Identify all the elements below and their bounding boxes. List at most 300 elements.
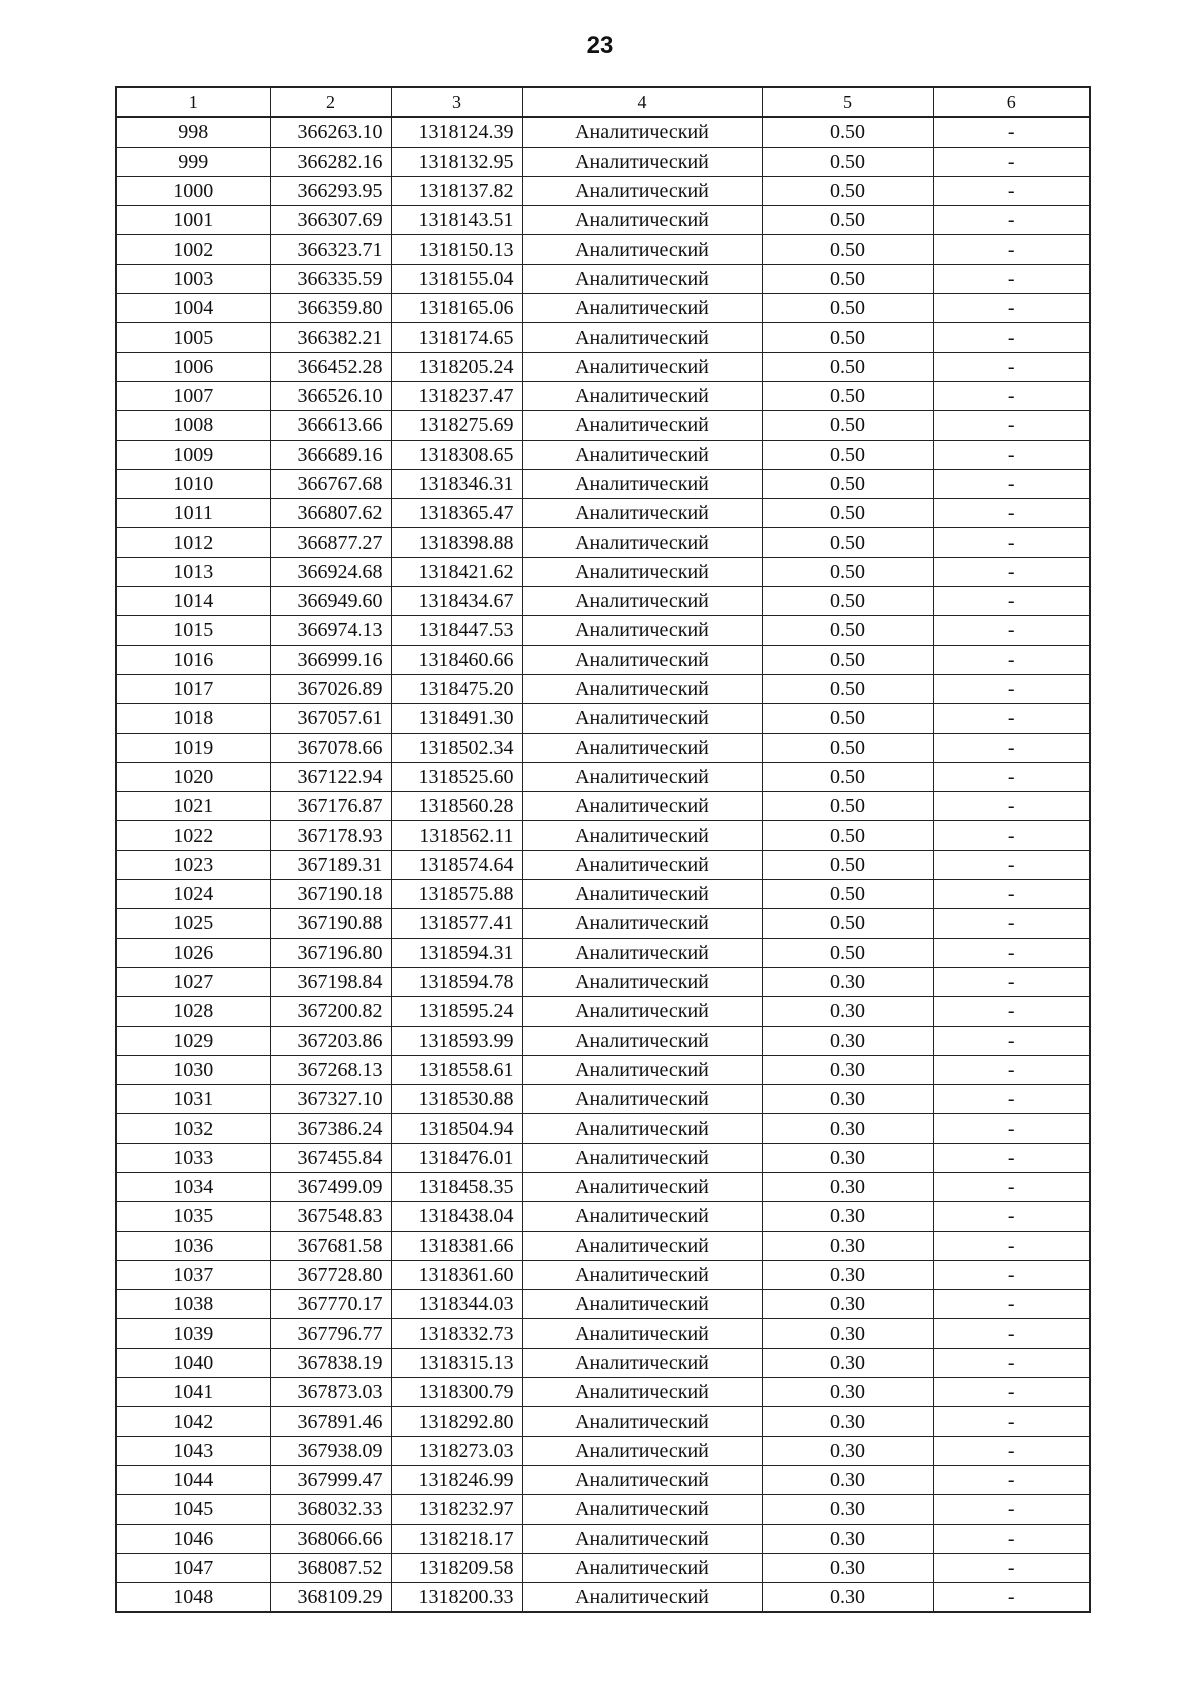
x-coordinate-cell: 366526.10	[270, 381, 391, 410]
x-coordinate-cell: 366307.69	[270, 206, 391, 235]
note-cell: -	[933, 1172, 1090, 1201]
table-row	[116, 117, 1090, 147]
table-row	[116, 1348, 1090, 1377]
x-coordinate-cell: 366452.28	[270, 352, 391, 381]
note-cell: -	[933, 1378, 1090, 1407]
method-cell: Аналитический	[522, 762, 762, 791]
y-coordinate-cell: 1318460.66	[391, 645, 522, 674]
table-row	[116, 1202, 1090, 1231]
note-cell: -	[933, 206, 1090, 235]
note-cell: -	[933, 1524, 1090, 1553]
note-cell: -	[933, 352, 1090, 381]
method-cell: Аналитический	[522, 1348, 762, 1377]
x-coordinate-cell: 367770.17	[270, 1290, 391, 1319]
method-cell: Аналитический	[522, 1495, 762, 1524]
method-cell: Аналитический	[522, 294, 762, 323]
column-header: 3	[391, 87, 522, 117]
table-header-row	[116, 87, 1090, 117]
table-row	[116, 1085, 1090, 1114]
point-number-cell: 1004	[116, 294, 270, 323]
point-number-cell: 1032	[116, 1114, 270, 1143]
note-cell: -	[933, 1583, 1090, 1613]
point-number-cell: 1016	[116, 645, 270, 674]
x-coordinate-cell: 366282.16	[270, 147, 391, 176]
column-header: 1	[116, 87, 270, 117]
note-cell: -	[933, 792, 1090, 821]
table-row	[116, 499, 1090, 528]
accuracy-cell: 0.50	[762, 938, 933, 967]
x-coordinate-cell: 366382.21	[270, 323, 391, 352]
note-cell: -	[933, 1260, 1090, 1289]
y-coordinate-cell: 1318273.03	[391, 1436, 522, 1465]
method-cell: Аналитический	[522, 1085, 762, 1114]
table-row	[116, 1260, 1090, 1289]
accuracy-cell: 0.30	[762, 1319, 933, 1348]
table-row	[116, 1378, 1090, 1407]
note-cell: -	[933, 733, 1090, 762]
note-cell: -	[933, 264, 1090, 293]
accuracy-cell: 0.30	[762, 1260, 933, 1289]
method-cell: Аналитический	[522, 1553, 762, 1582]
method-cell: Аналитический	[522, 1231, 762, 1260]
accuracy-cell: 0.50	[762, 235, 933, 264]
accuracy-cell: 0.50	[762, 117, 933, 147]
table-row	[116, 206, 1090, 235]
note-cell: -	[933, 645, 1090, 674]
accuracy-cell: 0.30	[762, 1378, 933, 1407]
y-coordinate-cell: 1318491.30	[391, 704, 522, 733]
x-coordinate-cell: 367386.24	[270, 1114, 391, 1143]
point-number-cell: 1017	[116, 674, 270, 703]
table-row	[116, 880, 1090, 909]
x-coordinate-cell: 367327.10	[270, 1085, 391, 1114]
point-number-cell: 1023	[116, 850, 270, 879]
method-cell: Аналитический	[522, 176, 762, 205]
table-row	[116, 440, 1090, 469]
point-number-cell: 1021	[116, 792, 270, 821]
x-coordinate-cell: 366689.16	[270, 440, 391, 469]
accuracy-cell: 0.50	[762, 147, 933, 176]
point-number-cell: 1043	[116, 1436, 270, 1465]
x-coordinate-cell: 366974.13	[270, 616, 391, 645]
point-number-cell: 1025	[116, 909, 270, 938]
y-coordinate-cell: 1318150.13	[391, 235, 522, 264]
y-coordinate-cell: 1318315.13	[391, 1348, 522, 1377]
table-row	[116, 1231, 1090, 1260]
note-cell: -	[933, 1436, 1090, 1465]
table-row	[116, 587, 1090, 616]
y-coordinate-cell: 1318438.04	[391, 1202, 522, 1231]
x-coordinate-cell: 367873.03	[270, 1378, 391, 1407]
y-coordinate-cell: 1318476.01	[391, 1143, 522, 1172]
table-row	[116, 1465, 1090, 1494]
table-row	[116, 1583, 1090, 1613]
method-cell: Аналитический	[522, 850, 762, 879]
x-coordinate-cell: 367728.80	[270, 1260, 391, 1289]
x-coordinate-cell: 367057.61	[270, 704, 391, 733]
table-row	[116, 645, 1090, 674]
method-cell: Аналитический	[522, 674, 762, 703]
table-row	[116, 264, 1090, 293]
y-coordinate-cell: 1318209.58	[391, 1553, 522, 1582]
method-cell: Аналитический	[522, 1172, 762, 1201]
y-coordinate-cell: 1318562.11	[391, 821, 522, 850]
method-cell: Аналитический	[522, 1436, 762, 1465]
y-coordinate-cell: 1318530.88	[391, 1085, 522, 1114]
accuracy-cell: 0.50	[762, 616, 933, 645]
point-number-cell: 1035	[116, 1202, 270, 1231]
y-coordinate-cell: 1318525.60	[391, 762, 522, 791]
method-cell: Аналитический	[522, 499, 762, 528]
accuracy-cell: 0.30	[762, 1436, 933, 1465]
x-coordinate-cell: 368032.33	[270, 1495, 391, 1524]
point-number-cell: 1007	[116, 381, 270, 410]
point-number-cell: 1026	[116, 938, 270, 967]
method-cell: Аналитический	[522, 1583, 762, 1613]
coordinates-table	[115, 86, 1091, 1613]
note-cell: -	[933, 880, 1090, 909]
column-header: 2	[270, 87, 391, 117]
method-cell: Аналитический	[522, 235, 762, 264]
accuracy-cell: 0.50	[762, 469, 933, 498]
point-number-cell: 1030	[116, 1055, 270, 1084]
y-coordinate-cell: 1318365.47	[391, 499, 522, 528]
y-coordinate-cell: 1318502.34	[391, 733, 522, 762]
note-cell: -	[933, 1085, 1090, 1114]
x-coordinate-cell: 366999.16	[270, 645, 391, 674]
table-row	[116, 1407, 1090, 1436]
accuracy-cell: 0.50	[762, 381, 933, 410]
x-coordinate-cell: 366263.10	[270, 117, 391, 147]
note-cell: -	[933, 117, 1090, 147]
accuracy-cell: 0.30	[762, 1202, 933, 1231]
accuracy-cell: 0.30	[762, 1172, 933, 1201]
point-number-cell: 1013	[116, 557, 270, 586]
accuracy-cell: 0.50	[762, 206, 933, 235]
note-cell: -	[933, 440, 1090, 469]
method-cell: Аналитический	[522, 117, 762, 147]
x-coordinate-cell: 366335.59	[270, 264, 391, 293]
y-coordinate-cell: 1318574.64	[391, 850, 522, 879]
x-coordinate-cell: 366323.71	[270, 235, 391, 264]
note-cell: -	[933, 528, 1090, 557]
note-cell: -	[933, 997, 1090, 1026]
x-coordinate-cell: 367455.84	[270, 1143, 391, 1172]
method-cell: Аналитический	[522, 587, 762, 616]
method-cell: Аналитический	[522, 880, 762, 909]
point-number-cell: 1048	[116, 1583, 270, 1613]
point-number-cell: 1045	[116, 1495, 270, 1524]
note-cell: -	[933, 1114, 1090, 1143]
table-row	[116, 674, 1090, 703]
method-cell: Аналитический	[522, 938, 762, 967]
method-cell: Аналитический	[522, 469, 762, 498]
y-coordinate-cell: 1318292.80	[391, 1407, 522, 1436]
x-coordinate-cell: 367078.66	[270, 733, 391, 762]
accuracy-cell: 0.30	[762, 997, 933, 1026]
note-cell: -	[933, 1143, 1090, 1172]
method-cell: Аналитический	[522, 967, 762, 996]
x-coordinate-cell: 367548.83	[270, 1202, 391, 1231]
method-cell: Аналитический	[522, 206, 762, 235]
table-row	[116, 821, 1090, 850]
accuracy-cell: 0.30	[762, 1114, 933, 1143]
point-number-cell: 1029	[116, 1026, 270, 1055]
table-row	[116, 1143, 1090, 1172]
table-row	[116, 528, 1090, 557]
note-cell: -	[933, 1465, 1090, 1494]
method-cell: Аналитический	[522, 411, 762, 440]
method-cell: Аналитический	[522, 792, 762, 821]
accuracy-cell: 0.30	[762, 1495, 933, 1524]
page-number: 23	[586, 32, 614, 59]
accuracy-cell: 0.30	[762, 1348, 933, 1377]
y-coordinate-cell: 1318200.33	[391, 1583, 522, 1613]
x-coordinate-cell: 366359.80	[270, 294, 391, 323]
y-coordinate-cell: 1318475.20	[391, 674, 522, 703]
accuracy-cell: 0.50	[762, 880, 933, 909]
method-cell: Аналитический	[522, 147, 762, 176]
note-cell: -	[933, 1055, 1090, 1084]
table-row	[116, 1114, 1090, 1143]
point-number-cell: 1015	[116, 616, 270, 645]
table-row	[116, 1553, 1090, 1582]
point-number-cell: 1042	[116, 1407, 270, 1436]
x-coordinate-cell: 367190.18	[270, 880, 391, 909]
y-coordinate-cell: 1318594.78	[391, 967, 522, 996]
table-row	[116, 352, 1090, 381]
x-coordinate-cell: 367178.93	[270, 821, 391, 850]
x-coordinate-cell: 366293.95	[270, 176, 391, 205]
column-header: 4	[522, 87, 762, 117]
note-cell: -	[933, 147, 1090, 176]
y-coordinate-cell: 1318205.24	[391, 352, 522, 381]
accuracy-cell: 0.30	[762, 1231, 933, 1260]
point-number-cell: 1000	[116, 176, 270, 205]
note-cell: -	[933, 1290, 1090, 1319]
note-cell: -	[933, 1348, 1090, 1377]
x-coordinate-cell: 367796.77	[270, 1319, 391, 1348]
y-coordinate-cell: 1318275.69	[391, 411, 522, 440]
point-number-cell: 1011	[116, 499, 270, 528]
accuracy-cell: 0.50	[762, 352, 933, 381]
accuracy-cell: 0.30	[762, 1407, 933, 1436]
table-row	[116, 1026, 1090, 1055]
x-coordinate-cell: 366767.68	[270, 469, 391, 498]
method-cell: Аналитический	[522, 381, 762, 410]
method-cell: Аналитический	[522, 645, 762, 674]
method-cell: Аналитический	[522, 528, 762, 557]
accuracy-cell: 0.50	[762, 674, 933, 703]
table-row	[116, 469, 1090, 498]
point-number-cell: 1018	[116, 704, 270, 733]
point-number-cell: 1010	[116, 469, 270, 498]
x-coordinate-cell: 367196.80	[270, 938, 391, 967]
x-coordinate-cell: 367938.09	[270, 1436, 391, 1465]
y-coordinate-cell: 1318300.79	[391, 1378, 522, 1407]
point-number-cell: 1041	[116, 1378, 270, 1407]
y-coordinate-cell: 1318124.39	[391, 117, 522, 147]
note-cell: -	[933, 1553, 1090, 1582]
table-body	[116, 117, 1090, 1612]
point-number-cell: 1002	[116, 235, 270, 264]
y-coordinate-cell: 1318232.97	[391, 1495, 522, 1524]
y-coordinate-cell: 1318447.53	[391, 616, 522, 645]
note-cell: -	[933, 821, 1090, 850]
x-coordinate-cell: 367891.46	[270, 1407, 391, 1436]
note-cell: -	[933, 499, 1090, 528]
accuracy-cell: 0.30	[762, 1085, 933, 1114]
method-cell: Аналитический	[522, 704, 762, 733]
method-cell: Аналитический	[522, 352, 762, 381]
method-cell: Аналитический	[522, 1524, 762, 1553]
method-cell: Аналитический	[522, 1319, 762, 1348]
method-cell: Аналитический	[522, 616, 762, 645]
point-number-cell: 1039	[116, 1319, 270, 1348]
method-cell: Аналитический	[522, 1202, 762, 1231]
y-coordinate-cell: 1318577.41	[391, 909, 522, 938]
method-cell: Аналитический	[522, 1143, 762, 1172]
note-cell: -	[933, 411, 1090, 440]
note-cell: -	[933, 704, 1090, 733]
x-coordinate-cell: 367203.86	[270, 1026, 391, 1055]
note-cell: -	[933, 1202, 1090, 1231]
method-cell: Аналитический	[522, 1260, 762, 1289]
table-row	[116, 909, 1090, 938]
table-row	[116, 938, 1090, 967]
accuracy-cell: 0.30	[762, 1524, 933, 1553]
method-cell: Аналитический	[522, 821, 762, 850]
y-coordinate-cell: 1318155.04	[391, 264, 522, 293]
x-coordinate-cell: 368066.66	[270, 1524, 391, 1553]
y-coordinate-cell: 1318361.60	[391, 1260, 522, 1289]
method-cell: Аналитический	[522, 1378, 762, 1407]
x-coordinate-cell: 367189.31	[270, 850, 391, 879]
point-number-cell: 1003	[116, 264, 270, 293]
method-cell: Аналитический	[522, 1055, 762, 1084]
point-number-cell: 1038	[116, 1290, 270, 1319]
table-row	[116, 1055, 1090, 1084]
note-cell: -	[933, 1231, 1090, 1260]
y-coordinate-cell: 1318174.65	[391, 323, 522, 352]
accuracy-cell: 0.50	[762, 792, 933, 821]
point-number-cell: 1014	[116, 587, 270, 616]
y-coordinate-cell: 1318421.62	[391, 557, 522, 586]
accuracy-cell: 0.50	[762, 704, 933, 733]
y-coordinate-cell: 1318560.28	[391, 792, 522, 821]
method-cell: Аналитический	[522, 323, 762, 352]
note-cell: -	[933, 587, 1090, 616]
table-row	[116, 733, 1090, 762]
point-number-cell: 1046	[116, 1524, 270, 1553]
column-header: 5	[762, 87, 933, 117]
note-cell: -	[933, 381, 1090, 410]
method-cell: Аналитический	[522, 909, 762, 938]
x-coordinate-cell: 368087.52	[270, 1553, 391, 1582]
point-number-cell: 1001	[116, 206, 270, 235]
accuracy-cell: 0.50	[762, 294, 933, 323]
accuracy-cell: 0.50	[762, 909, 933, 938]
y-coordinate-cell: 1318218.17	[391, 1524, 522, 1553]
note-cell: -	[933, 674, 1090, 703]
y-coordinate-cell: 1318344.03	[391, 1290, 522, 1319]
point-number-cell: 1020	[116, 762, 270, 791]
accuracy-cell: 0.50	[762, 323, 933, 352]
y-coordinate-cell: 1318165.06	[391, 294, 522, 323]
table-row	[116, 850, 1090, 879]
column-header: 6	[933, 87, 1090, 117]
table-row	[116, 1319, 1090, 1348]
point-number-cell: 1033	[116, 1143, 270, 1172]
point-number-cell: 1008	[116, 411, 270, 440]
table-row	[116, 1524, 1090, 1553]
y-coordinate-cell: 1318137.82	[391, 176, 522, 205]
note-cell: -	[933, 938, 1090, 967]
accuracy-cell: 0.30	[762, 1553, 933, 1582]
y-coordinate-cell: 1318346.31	[391, 469, 522, 498]
table-row	[116, 557, 1090, 586]
point-number-cell: 1034	[116, 1172, 270, 1201]
point-number-cell: 1009	[116, 440, 270, 469]
accuracy-cell: 0.50	[762, 733, 933, 762]
table-row	[116, 1290, 1090, 1319]
y-coordinate-cell: 1318558.61	[391, 1055, 522, 1084]
point-number-cell: 1028	[116, 997, 270, 1026]
x-coordinate-cell: 367026.89	[270, 674, 391, 703]
accuracy-cell: 0.50	[762, 821, 933, 850]
table-row	[116, 1436, 1090, 1465]
method-cell: Аналитический	[522, 733, 762, 762]
x-coordinate-cell: 366807.62	[270, 499, 391, 528]
y-coordinate-cell: 1318575.88	[391, 880, 522, 909]
x-coordinate-cell: 367838.19	[270, 1348, 391, 1377]
x-coordinate-cell: 366924.68	[270, 557, 391, 586]
note-cell: -	[933, 909, 1090, 938]
accuracy-cell: 0.30	[762, 1026, 933, 1055]
y-coordinate-cell: 1318504.94	[391, 1114, 522, 1143]
table-row	[116, 967, 1090, 996]
accuracy-cell: 0.50	[762, 499, 933, 528]
accuracy-cell: 0.50	[762, 264, 933, 293]
x-coordinate-cell: 367198.84	[270, 967, 391, 996]
x-coordinate-cell: 367122.94	[270, 762, 391, 791]
note-cell: -	[933, 1319, 1090, 1348]
y-coordinate-cell: 1318593.99	[391, 1026, 522, 1055]
y-coordinate-cell: 1318332.73	[391, 1319, 522, 1348]
table-row	[116, 176, 1090, 205]
point-number-cell: 1031	[116, 1085, 270, 1114]
point-number-cell: 1012	[116, 528, 270, 557]
x-coordinate-cell: 367176.87	[270, 792, 391, 821]
note-cell: -	[933, 1026, 1090, 1055]
method-cell: Аналитический	[522, 557, 762, 586]
note-cell: -	[933, 616, 1090, 645]
method-cell: Аналитический	[522, 997, 762, 1026]
table-row	[116, 294, 1090, 323]
accuracy-cell: 0.30	[762, 1465, 933, 1494]
y-coordinate-cell: 1318381.66	[391, 1231, 522, 1260]
table-row	[116, 381, 1090, 410]
accuracy-cell: 0.50	[762, 557, 933, 586]
accuracy-cell: 0.50	[762, 411, 933, 440]
x-coordinate-cell: 367200.82	[270, 997, 391, 1026]
y-coordinate-cell: 1318458.35	[391, 1172, 522, 1201]
accuracy-cell: 0.30	[762, 1290, 933, 1319]
note-cell: -	[933, 235, 1090, 264]
table-row	[116, 1172, 1090, 1201]
table-row	[116, 762, 1090, 791]
point-number-cell: 1019	[116, 733, 270, 762]
